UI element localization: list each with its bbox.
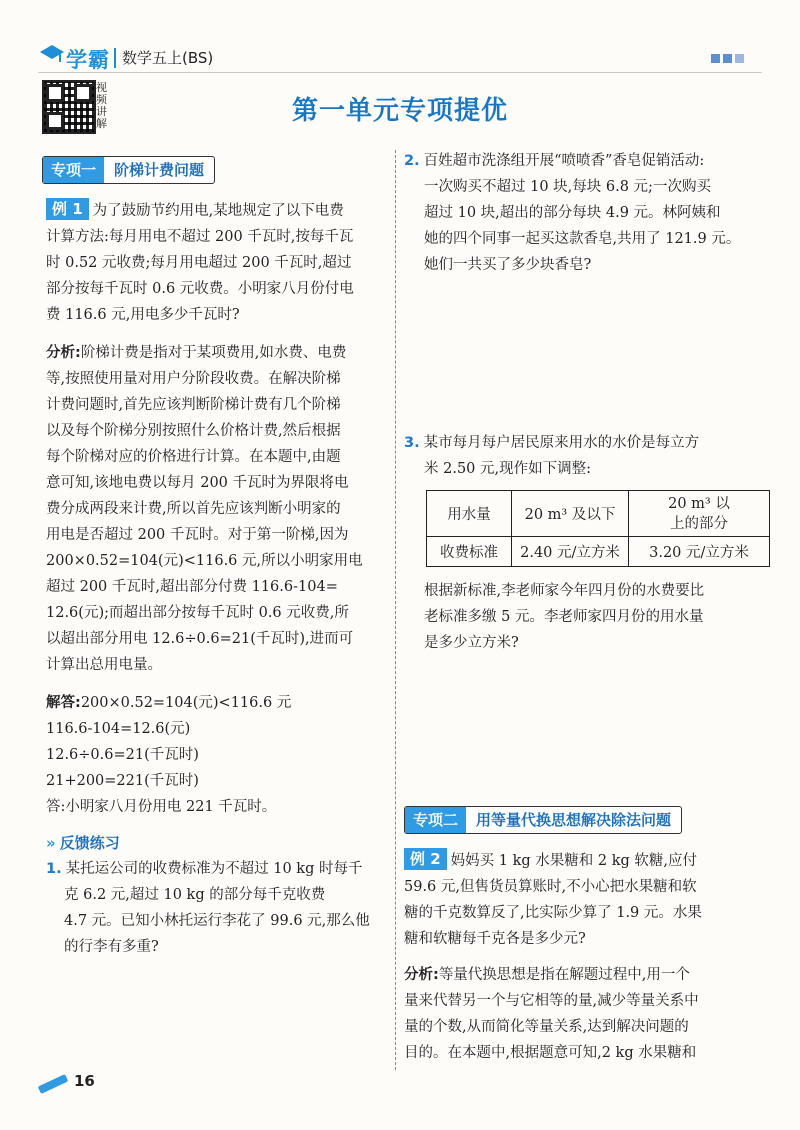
example-line: 妈妈买 1 kg 水果糖和 2 kg 软糖,应付 <box>450 853 698 869</box>
header-rule <box>38 72 762 73</box>
page-title: 第一单元专项提优 <box>291 96 508 126</box>
example-2 <box>404 848 764 952</box>
problem-number: 1. <box>46 861 62 877</box>
analysis-line: 以及每个阶梯分别按照什么价格计费,然后根据 <box>46 423 341 439</box>
section-tag-title: 用等量代换思想解决除法问题 <box>476 811 672 829</box>
table-cell-line: 20 m³ 以 <box>668 495 730 512</box>
example-line: 部分按每千瓦时 0.6 元收费。小明家八月份付电 <box>46 281 354 297</box>
problem-line: 一次购买不超过 10 块,每块 6.8 元;一次购买 <box>424 179 711 195</box>
column-divider <box>395 150 396 1070</box>
problem-line: 克 6.2 元,超过 10 kg 的部分每千克收费 <box>64 887 326 903</box>
problem-line: 某托运公司的收费标准为不超过 10 kg 时每千 <box>65 861 363 877</box>
analysis-line: 12.6(元);而超出部分按每千瓦时 0.6 元收费,所 <box>46 605 349 621</box>
example-line: 糖的千克数算反了,比实际少算了 1.9 元。水果 <box>404 905 702 921</box>
table-cell: 用水量 <box>427 491 512 537</box>
problem-line: 的行李有多重? <box>64 939 159 955</box>
example-line: 计算方法:每月用电不超过 200 千瓦时,按每千瓦 <box>46 229 354 245</box>
analysis-line: 目的。在本题中,根据题意可知,2 kg 水果糖和 <box>404 1045 697 1061</box>
section-tag-1 <box>42 156 215 184</box>
example-line: 为了鼓励节约用电,某地规定了以下电费 <box>92 203 344 219</box>
answer-1 <box>46 690 391 820</box>
logo-icon <box>38 42 66 68</box>
logo-text: 学霸 <box>66 48 110 72</box>
answer-line: 200×0.52=104(元)<116.6 元 <box>80 695 292 711</box>
problem-2 <box>404 148 764 278</box>
problem-line: 超过 10 块,超出的部分每块 4.9 元。林阿姨和 <box>424 205 721 221</box>
analysis-line: 量来代替另一个与它相等的量,减少等量关系中 <box>404 993 699 1009</box>
analysis-line: 以超出部分用电 12.6÷0.6=21(千瓦时),进而可 <box>46 631 354 647</box>
problem-line: 是多少立方米? <box>424 635 519 651</box>
problem-line: 她的四个同事一起买这款香皂,共用了 121.9 元。 <box>424 231 741 247</box>
table-cell: 3.20 元/立方米 <box>629 537 770 567</box>
analysis-line: 量的个数,从而简化等量关系,达到解决问题的 <box>404 1019 689 1035</box>
section-tag-2 <box>404 806 682 834</box>
problem-line: 老标准多缴 5 元。李老师家四月份的用水量 <box>424 609 704 625</box>
analysis-line: 用电是否超过 200 千瓦时。对于第一阶梯,因为 <box>46 527 349 543</box>
example-badge: 例 1 <box>46 198 89 220</box>
example-badge: 例 2 <box>404 848 447 870</box>
analysis-1 <box>46 340 391 678</box>
table-cell: 2.40 元/立方米 <box>512 537 629 567</box>
problem-number: 3. <box>404 435 420 451</box>
feedback-label: 反馈练习 <box>59 834 120 852</box>
section-tag-title: 阶梯计费问题 <box>114 161 205 179</box>
section-tag-label: 专项二 <box>405 807 466 833</box>
qr-label: 视频讲解 <box>96 81 107 130</box>
table-cell: 20 m³ 及以下 <box>512 491 629 537</box>
analysis-line: 等,按照使用量对用户分阶段收费。在解决阶梯 <box>46 371 341 387</box>
problem-number: 2. <box>404 153 420 169</box>
table-cell: 收费标准 <box>427 537 512 567</box>
analysis-line: 计费问题时,首先应该判断阶梯计费有几个阶梯 <box>46 397 341 413</box>
problem-line: 她们一共买了多少块香皂? <box>424 257 592 273</box>
answer-label: 解答: <box>46 695 81 711</box>
example-line: 时 0.52 元收费;每月用电超过 200 千瓦时,超过 <box>46 255 352 271</box>
analysis-line: 计算出总用电量。 <box>46 657 162 673</box>
analysis-2 <box>404 962 764 1066</box>
analysis-label: 分析: <box>404 967 439 983</box>
price-table <box>426 490 770 567</box>
table-cell-line: 上的部分 <box>670 515 728 532</box>
answer-line: 答:小明家八月份用电 221 千瓦时。 <box>46 799 277 815</box>
analysis-line: 费分成两段来计费,所以首先应该判断小明家的 <box>46 501 341 517</box>
analysis-line: 阶梯计费是指对于某项费用,如水费、电费 <box>80 345 347 361</box>
example-line: 费 116.6 元,用电多少千瓦时? <box>46 307 240 323</box>
table-cell <box>629 491 770 537</box>
example-line: 糖和软糖每千克各是多少元? <box>404 931 586 947</box>
problem-line: 百姓超市洗涤组开展“喷喷香”香皂促销活动: <box>423 153 705 169</box>
analysis-line: 超过 200 千瓦时,超出部分付费 116.6-104= <box>46 579 338 595</box>
page-number: 16 <box>74 1072 95 1090</box>
problem-3 <box>404 430 764 482</box>
problem-line: 根据新标准,李老师家今年四月份的水费要比 <box>424 583 705 599</box>
book-title: 数学五上(BS) <box>122 49 214 67</box>
feedback-heading <box>46 832 120 853</box>
example-1 <box>46 198 391 328</box>
pencil-icon <box>38 1074 69 1094</box>
answer-line: 116.6-104=12.6(元) <box>46 721 191 737</box>
section-tag-label: 专项一 <box>43 157 104 183</box>
analysis-label: 分析: <box>46 345 81 361</box>
problem-1 <box>46 856 391 960</box>
answer-line: 21+200=221(千瓦时) <box>46 773 199 789</box>
problem-line: 4.7 元。已知小林托运行李花了 99.6 元,那么他 <box>64 913 370 929</box>
logo-divider <box>114 48 116 68</box>
problem-line: 米 2.50 元,现作如下调整: <box>424 461 591 477</box>
analysis-line: 每个阶梯对应的价格进行计算。在本题中,由题 <box>46 449 341 465</box>
example-line: 59.6 元,但售货员算账时,不小心把水果糖和软 <box>404 879 697 895</box>
analysis-line: 200×0.52=104(元)<116.6 元,所以小明家用电 <box>46 553 363 569</box>
problem-3-continued <box>424 578 764 656</box>
analysis-line: 意可知,该地电费以每月 200 千瓦时为界限将电 <box>46 475 349 491</box>
header-squares-icon <box>711 54 744 63</box>
answer-line: 12.6÷0.6=21(千瓦时) <box>46 747 199 763</box>
analysis-line: 等量代换思想是指在解题过程中,用一个 <box>438 967 690 983</box>
problem-line: 某市每月每户居民原来用水的水价是每立方 <box>423 435 700 451</box>
chevron-right-icon: » <box>46 834 56 852</box>
